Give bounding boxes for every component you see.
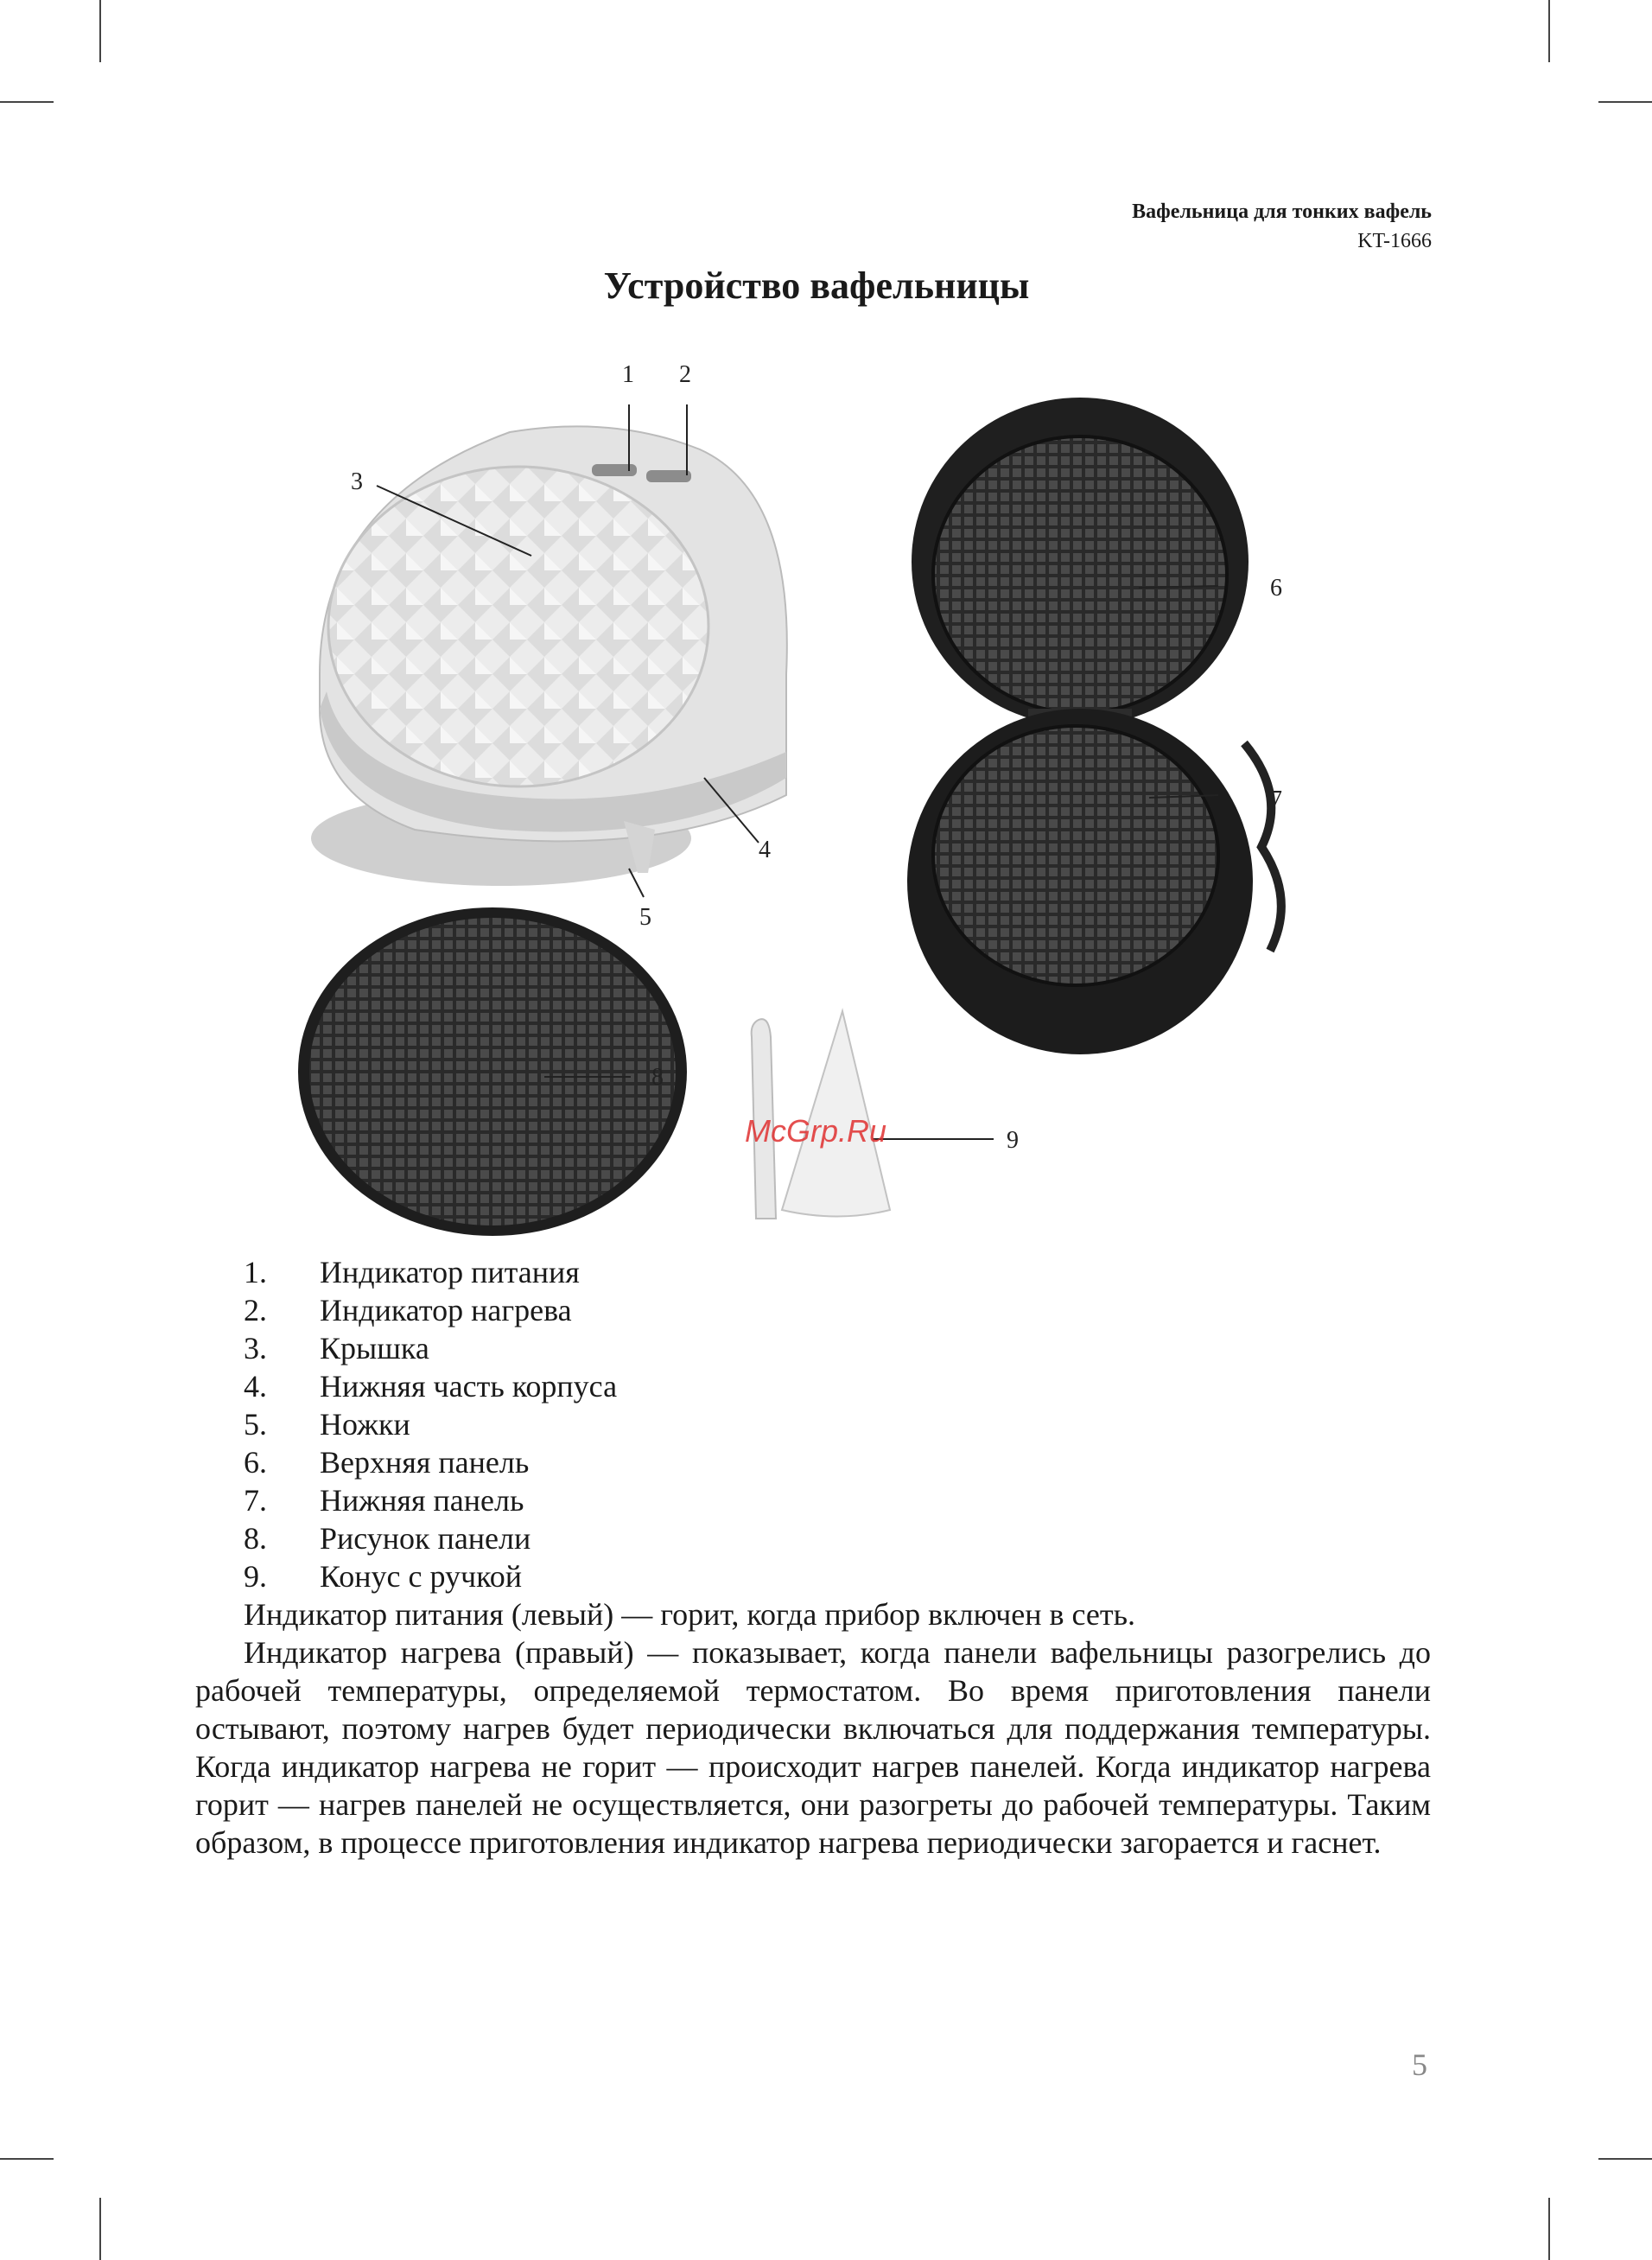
list-item-number: 9. bbox=[244, 1559, 267, 1594]
list-item-label: Ножки bbox=[320, 1407, 410, 1442]
page-number: 5 bbox=[1412, 2047, 1427, 2082]
waffle-maker-figure bbox=[285, 346, 1296, 1245]
list-item-number: 3. bbox=[244, 1331, 267, 1366]
list-item-number: 7. bbox=[244, 1483, 267, 1518]
list-item-number: 8. bbox=[244, 1521, 267, 1556]
callout-5: 5 bbox=[639, 904, 651, 931]
list-item-label: Верхняя панель bbox=[320, 1445, 530, 1480]
list-item-label: Индикатор питания bbox=[320, 1255, 580, 1289]
callout-6: 6 bbox=[1270, 575, 1282, 602]
list-item bbox=[244, 1367, 617, 1405]
list-item-number: 4. bbox=[244, 1369, 267, 1404]
list-item bbox=[244, 1557, 617, 1595]
page-title: Устройство вафельницы bbox=[603, 264, 1030, 307]
list-item-number: 6. bbox=[244, 1445, 267, 1480]
list-item-label: Конус с ручкой bbox=[320, 1559, 522, 1594]
closed-waffle-maker bbox=[311, 426, 787, 886]
list-item bbox=[244, 1519, 617, 1557]
paragraph-power-indicator: Индикатор питания (левый) — горит, когда прибор включен в сеть. bbox=[244, 1597, 1136, 1632]
list-item bbox=[244, 1253, 617, 1291]
crop-mark bbox=[0, 2158, 54, 2160]
body-text bbox=[195, 1595, 1431, 1862]
crop-mark bbox=[99, 2198, 101, 2260]
callout-7: 7 bbox=[1270, 786, 1282, 813]
header-model: KT-1666 bbox=[1357, 230, 1432, 252]
list-item-label: Рисунок панели bbox=[320, 1521, 531, 1556]
callout-4: 4 bbox=[759, 837, 771, 863]
list-item-number: 2. bbox=[244, 1293, 267, 1327]
list-item-number: 1. bbox=[244, 1255, 267, 1289]
crop-mark bbox=[1598, 2158, 1652, 2160]
list-item-label: Крышка bbox=[320, 1331, 429, 1366]
crop-mark bbox=[99, 0, 101, 62]
crop-mark bbox=[1548, 2198, 1550, 2260]
paragraph-heat-indicator: Индикатор нагрева (правый) — показывает, когда панели вафельницы разогрелись до рабочей температуры, определяемой термостатом. Во время приготовления панели остывают, поэтому нагрев будет периодически включаться для поддержания температуры. Когда индикатор нагрева не горит — происходит нагрев панелей. Когда индикатор нагрева горит — нагрев панелей не осуществляется, они разогреты до рабочей температуры. Таким образом, в процессе приготовления индикатор нагрева периодически загорается и гаснет. bbox=[195, 1635, 1431, 1860]
header-title: Вафельница для тонких вафель bbox=[1132, 201, 1432, 223]
parts-list bbox=[244, 1253, 617, 1595]
callout-1: 1 bbox=[622, 361, 634, 388]
list-item bbox=[244, 1405, 617, 1443]
crop-mark bbox=[0, 101, 54, 103]
list-item-label: Индикатор нагрева bbox=[320, 1293, 572, 1327]
list-item bbox=[244, 1329, 617, 1367]
callout-8: 8 bbox=[651, 1064, 664, 1091]
panel-pattern bbox=[298, 907, 687, 1236]
list-item-number: 5. bbox=[244, 1407, 267, 1442]
list-item-label: Нижняя часть корпуса bbox=[320, 1369, 618, 1404]
list-item-label: Нижняя панель bbox=[320, 1483, 524, 1518]
callout-3: 3 bbox=[351, 468, 363, 495]
crop-mark bbox=[1548, 0, 1550, 62]
list-item bbox=[244, 1481, 617, 1519]
list-item bbox=[244, 1291, 617, 1329]
crop-mark bbox=[1598, 101, 1652, 103]
list-item bbox=[244, 1443, 617, 1481]
open-waffle-maker bbox=[907, 398, 1281, 1054]
callout-9: 9 bbox=[1007, 1127, 1019, 1154]
callout-2: 2 bbox=[679, 361, 691, 388]
watermark: McGrp.Ru bbox=[745, 1113, 887, 1149]
